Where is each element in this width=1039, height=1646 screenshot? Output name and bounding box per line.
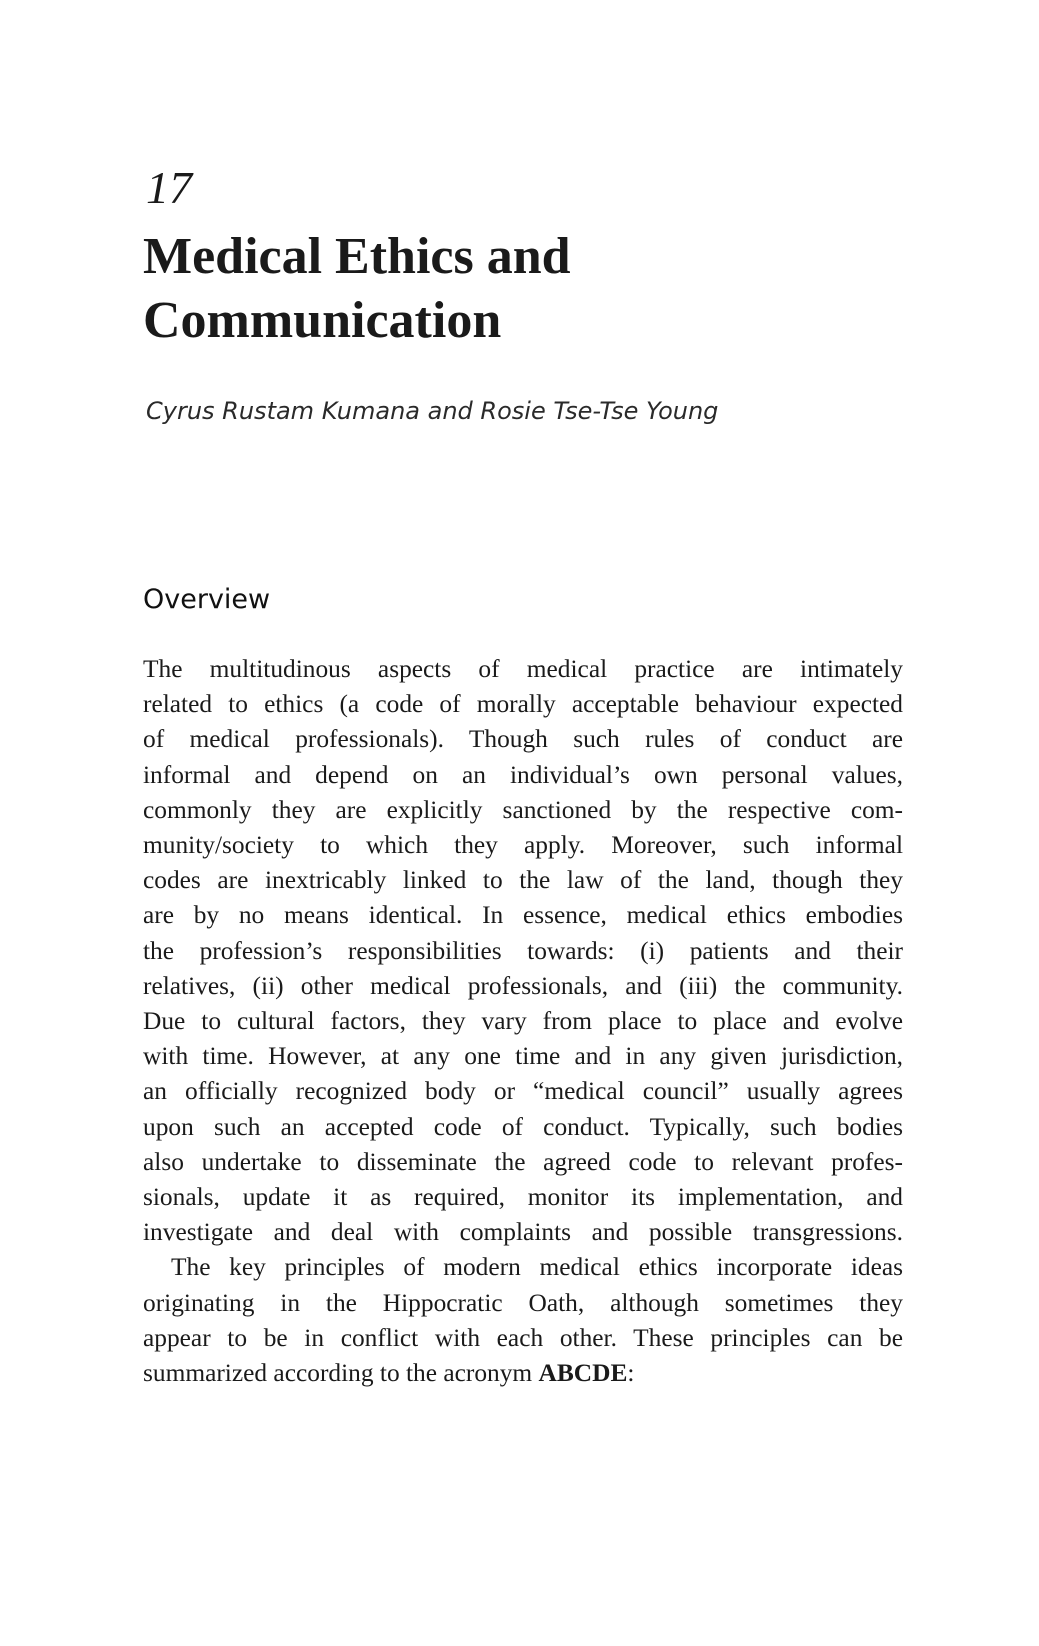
text-line: upon such an accepted code of conduct. Typically, such bodies <box>143 1112 903 1141</box>
text-line: The multitudinous aspects of medical practice are intimately <box>143 655 903 683</box>
text-line: of medical professionals). Though such rules of conduct are <box>143 725 903 754</box>
text-line: informal and depend on an individual’s own personal values, <box>143 760 903 789</box>
chapter-title-line-2: Communication <box>143 292 502 349</box>
chapter-authors: Cyrus Rustam Kumana and Rosie Tse-Tse Young <box>146 397 719 425</box>
section-heading-overview: Overview <box>143 584 271 615</box>
text-line: the profession’s responsibilities towards: (i) patients and their <box>143 936 903 965</box>
text-fragment: summarized according to the acronym <box>143 1359 539 1388</box>
chapter-number: 17 <box>146 162 192 213</box>
text-line-last <box>143 1356 903 1391</box>
text-line: related to ethics (a code of morally acceptable behaviour expected <box>143 690 903 719</box>
paragraph-1 <box>143 652 903 1250</box>
text-line: munity/society to which they apply. Moreover, such informal <box>143 831 903 860</box>
text-line: with time. However, at any one time and in any given jurisdiction, <box>143 1042 903 1071</box>
paragraph-2 <box>143 1250 903 1391</box>
text-line: are by no means identical. In essence, medical ethics embodies <box>143 901 903 930</box>
text-line: an officially recognized body or “medical council” usually agrees <box>143 1077 903 1106</box>
acronym-abcde: ABCDE <box>538 1359 628 1388</box>
text-line: Due to cultural factors, they vary from place to place and evolve <box>143 1007 903 1036</box>
text-line: also undertake to disseminate the agreed code to relevant profes- <box>143 1147 903 1176</box>
text-line: appear to be in conflict with each other. These principles can be <box>143 1323 903 1352</box>
text-line: The key principles of modern medical ethics incorporate ideas <box>171 1253 903 1282</box>
text-fragment: : <box>627 1359 635 1388</box>
chapter-title-line-1: Medical Ethics and <box>143 228 571 285</box>
text-line: relatives, (ii) other medical professionals, and (iii) the community. <box>143 971 903 1000</box>
text-line: codes are inextricably linked to the law of the land, though they <box>143 866 903 895</box>
body-text <box>143 652 903 1391</box>
text-line: sionals, update it as required, monitor its implementation, and <box>143 1183 903 1212</box>
text-line: investigate and deal with complaints and possible transgressions. <box>143 1218 903 1247</box>
text-line: commonly they are explicitly sanctioned by the respective com- <box>143 795 903 824</box>
text-line: originating in the Hippocratic Oath, although sometimes they <box>143 1288 903 1317</box>
chapter-title <box>143 225 843 353</box>
